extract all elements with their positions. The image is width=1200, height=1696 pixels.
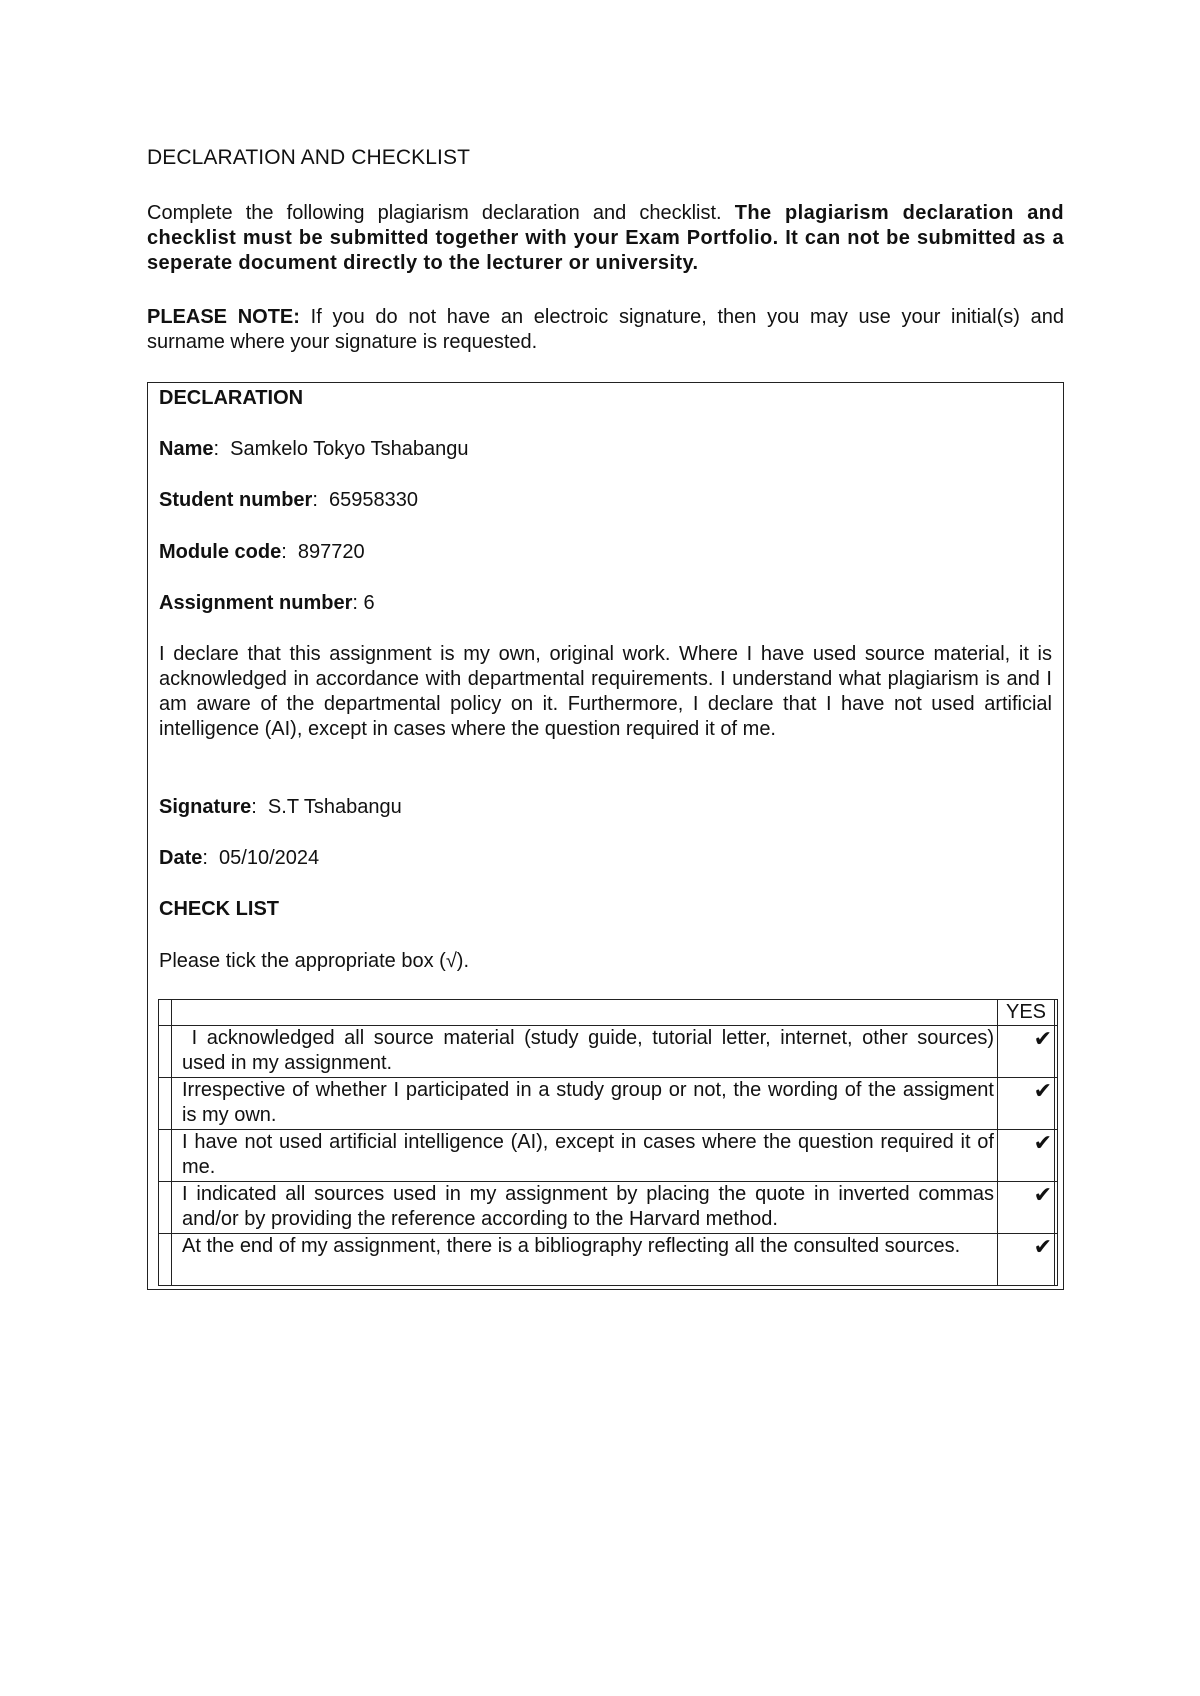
checklist-item-text: Irrespective of whether I participated in a study group or not, the wording of the assigment is my own. (172, 1078, 998, 1130)
row-tail-cell (1055, 1182, 1058, 1234)
checkmark-icon: ✔ (1033, 1078, 1052, 1103)
yes-tick-cell[interactable] (998, 1026, 1055, 1078)
row-tail-cell (1055, 1130, 1058, 1182)
signature-field: Signature: S.T Tshabangu (159, 796, 402, 818)
checklist-table (158, 999, 1058, 1286)
date-value: 05/10/2024 (219, 847, 320, 869)
module-code-value: 897720 (297, 541, 365, 563)
checklist-header-row (159, 1000, 1058, 1026)
please-note-paragraph (147, 305, 1064, 355)
row-blank-cell (159, 1130, 172, 1182)
header-blank-cell (159, 1000, 172, 1026)
checkmark-icon: ✔ (1033, 1234, 1052, 1259)
checklist-row (159, 1078, 1058, 1130)
date-field: Date: 05/10/2024 (159, 847, 320, 869)
student-number-value: 65958330 (329, 489, 418, 511)
student-number-field: Student number: 65958330 (159, 489, 418, 511)
name-label: Name (159, 438, 214, 460)
checkmark-icon: ✔ (1033, 1130, 1052, 1155)
name-field: Name: Samkelo Tokyo Tshabangu (159, 438, 469, 460)
assignment-number-value: 6 (363, 592, 375, 614)
date-label: Date (159, 847, 203, 869)
checklist-item-text: I have not used artificial intelligence (AI), except in cases where the question required it of me. (172, 1130, 998, 1182)
checklist-row (159, 1182, 1058, 1234)
module-code-field: Module code: 897720 (159, 541, 365, 563)
checkmark-icon: ✔ (1033, 1026, 1052, 1051)
declaration-box (147, 382, 1064, 1290)
header-item-cell (172, 1000, 998, 1026)
checklist-heading: CHECK LIST (159, 898, 279, 920)
name-value: Samkelo Tokyo Tshabangu (230, 438, 469, 460)
assignment-number-label: Assignment number (159, 592, 353, 614)
signature-value: S.T Tshabangu (267, 796, 402, 818)
checkmark-icon: ✔ (1033, 1182, 1052, 1207)
row-blank-cell (159, 1078, 172, 1130)
yes-tick-cell[interactable] (998, 1234, 1055, 1286)
row-tail-cell (1055, 1078, 1058, 1130)
intro-paragraph (147, 201, 1064, 276)
please-note-text: If you do not have an electroic signature, then you may use your initial(s) and surname where your signature is requested. (147, 306, 1065, 353)
page-title: DECLARATION AND CHECKLIST (147, 146, 471, 169)
checklist-instruction: Please tick the appropriate box (√). (159, 950, 470, 972)
row-blank-cell (159, 1182, 172, 1234)
signature-label: Signature (159, 796, 252, 818)
checklist-item-text: I acknowledged all source material (study guide, tutorial letter, internet, other sources) used in my assignment. (172, 1026, 998, 1078)
checklist-item-text: At the end of my assignment, there is a bibliography reflecting all the consulted sources. (172, 1234, 998, 1286)
row-tail-cell (1055, 1234, 1058, 1286)
declaration-statement: I declare that this assignment is my own, original work. Where I have used source material, it is acknowledged in accordance with departmental requirements. I understand what plagiarism is and I am aware of the departmental policy on it. Furthermore, I declare that I have not used artificial intelligence (AI), except in cases where the question required it of me. (159, 643, 1052, 740)
yes-tick-cell[interactable] (998, 1078, 1055, 1130)
checklist-row (159, 1026, 1058, 1078)
checklist-row (159, 1234, 1058, 1286)
checklist-item-text: I indicated all sources used in my assignment by placing the quote in inverted commas and/or by providing the reference according to the Harvard method. (172, 1182, 998, 1234)
yes-tick-cell[interactable] (998, 1130, 1055, 1182)
declaration-heading: DECLARATION (159, 387, 304, 409)
module-code-label: Module code (159, 541, 282, 563)
row-tail-cell (1055, 1026, 1058, 1078)
assignment-number-field: Assignment number: 6 (159, 592, 375, 614)
checklist-row (159, 1130, 1058, 1182)
student-number-label: Student number (159, 489, 313, 511)
row-blank-cell (159, 1234, 172, 1286)
intro-text: Complete the following plagiarism declaration and checklist. (147, 202, 722, 224)
yes-tick-cell[interactable] (998, 1182, 1055, 1234)
row-blank-cell (159, 1026, 172, 1078)
header-tail-cell (1055, 1000, 1058, 1026)
please-note-label: PLEASE NOTE: (147, 306, 300, 328)
intro-bold-text: The plagiarism declaration and checklist must be submitted together with your Exam Portfolio. It can not be submitted as a seperate document directly to the lecturer or university. (147, 202, 1064, 274)
yes-column-header: YES (998, 1000, 1055, 1026)
